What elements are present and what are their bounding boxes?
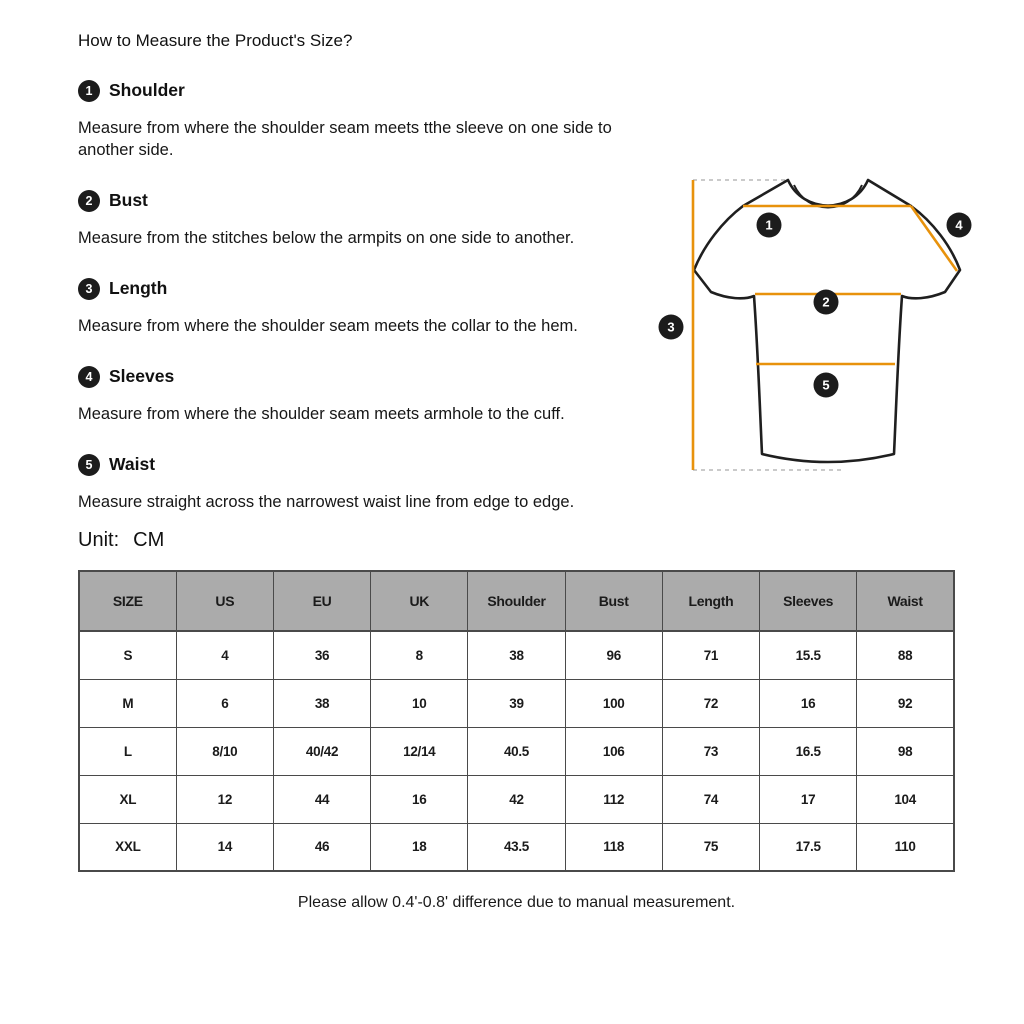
- table-cell: 104: [857, 775, 954, 823]
- table-cell: 17: [760, 775, 857, 823]
- table-cell: 44: [273, 775, 370, 823]
- marker-number: 1: [765, 217, 773, 233]
- table-cell: 16: [760, 679, 857, 727]
- diagram-marker-length: [659, 315, 684, 340]
- table-row-s: [79, 631, 954, 679]
- section-description: Measure straight across the narrowest waist line from edge to edge.: [78, 493, 575, 511]
- table-cell: 42: [468, 775, 565, 823]
- measurement-disclaimer: Please allow 0.4'-0.8' difference due to manual measurement.: [297, 894, 736, 911]
- unit-value: CM: [133, 529, 165, 551]
- diagram-marker-waist: [814, 373, 839, 398]
- table-cell: 10: [371, 679, 468, 727]
- table-cell: 92: [857, 679, 954, 727]
- table-cell: 112: [565, 775, 662, 823]
- table-cell: 72: [662, 679, 759, 727]
- marker-number: 4: [955, 217, 963, 233]
- diagram-marker-shoulder: [757, 213, 782, 238]
- table-cell: L: [79, 727, 176, 775]
- section-description: Measure from the stitches below the armpits on one side to another.: [78, 229, 575, 247]
- instruction-number-badge: 3: [78, 278, 100, 300]
- unit-label: [78, 528, 958, 552]
- table-cell: 36: [273, 631, 370, 679]
- table-cell: 16.5: [760, 727, 857, 775]
- section-label: Shoulder: [109, 80, 185, 100]
- section-description: Measure from where the shoulder seam meets tthe sleeve on one side to another side.: [78, 119, 612, 159]
- col-header-sleeves: Sleeves: [760, 571, 857, 631]
- table-cell: 12: [176, 775, 273, 823]
- unit-caption: Unit:: [78, 529, 120, 551]
- table-row-l: [79, 727, 954, 775]
- table-cell: 73: [662, 727, 759, 775]
- table-cell: XL: [79, 775, 176, 823]
- table-cell: 98: [857, 727, 954, 775]
- table-cell: 110: [857, 823, 954, 871]
- table-cell: 38: [468, 631, 565, 679]
- table-cell: 43.5: [468, 823, 565, 871]
- table-cell: 15.5: [760, 631, 857, 679]
- section-label: Length: [109, 278, 168, 298]
- col-header-us: US: [176, 571, 273, 631]
- tshirt-measurement-diagram: [648, 152, 992, 484]
- table-row-m: [79, 679, 954, 727]
- table-cell: 12/14: [371, 727, 468, 775]
- table-cell: 100: [565, 679, 662, 727]
- table-cell: 14: [176, 823, 273, 871]
- col-header-eu: EU: [273, 571, 370, 631]
- table-cell: 38: [273, 679, 370, 727]
- section-label: Bust: [109, 190, 148, 210]
- table-cell: 40.5: [468, 727, 565, 775]
- diagram-marker-sleeves: [947, 213, 972, 238]
- section-label: Waist: [109, 454, 156, 474]
- table-row-xl: [79, 775, 954, 823]
- instruction-number-badge: 1: [78, 80, 100, 102]
- table-cell: 88: [857, 631, 954, 679]
- section-description: Measure from where the shoulder seam meets armhole to the cuff.: [78, 405, 565, 423]
- table-cell: 17.5: [760, 823, 857, 871]
- table-cell: 74: [662, 775, 759, 823]
- table-cell: S: [79, 631, 176, 679]
- col-header-size: SIZE: [79, 571, 176, 631]
- size-table-body: [79, 631, 954, 871]
- instruction-section-shoulder: [78, 79, 958, 161]
- table-cell: 8: [371, 631, 468, 679]
- instruction-number-badge: 2: [78, 190, 100, 212]
- instruction-number-badge: 4: [78, 366, 100, 388]
- table-cell: 8/10: [176, 727, 273, 775]
- table-cell: M: [79, 679, 176, 727]
- section-heading: [78, 79, 958, 102]
- table-cell: 40/42: [273, 727, 370, 775]
- size-table-header: [79, 571, 954, 631]
- col-header-uk: UK: [371, 571, 468, 631]
- table-header-row: [79, 571, 954, 631]
- section-description: Measure from where the shoulder seam meets the collar to the hem.: [78, 317, 578, 335]
- diagram-marker-bust: [814, 290, 839, 315]
- table-cell: 16: [371, 775, 468, 823]
- table-cell: 71: [662, 631, 759, 679]
- instruction-number-badge: 5: [78, 454, 100, 476]
- table-cell: 96: [565, 631, 662, 679]
- table-cell: 118: [565, 823, 662, 871]
- table-cell: XXL: [79, 823, 176, 871]
- col-header-length: Length: [662, 571, 759, 631]
- table-cell: 106: [565, 727, 662, 775]
- table-cell: 18: [371, 823, 468, 871]
- section-label: Sleeves: [109, 366, 175, 386]
- page-title: How to Measure the Product's Size?: [78, 31, 353, 50]
- marker-number: 3: [667, 319, 675, 335]
- table-cell: 6: [176, 679, 273, 727]
- marker-number: 2: [822, 294, 830, 310]
- col-header-bust: Bust: [565, 571, 662, 631]
- table-cell: 4: [176, 631, 273, 679]
- tshirt-outline: [694, 180, 960, 462]
- table-cell: 46: [273, 823, 370, 871]
- table-cell: 75: [662, 823, 759, 871]
- size-chart-table: [78, 570, 955, 872]
- col-header-shoulder: Shoulder: [468, 571, 565, 631]
- col-header-waist: Waist: [857, 571, 954, 631]
- marker-number: 5: [822, 377, 830, 393]
- table-row-xxl: [79, 823, 954, 871]
- table-cell: 39: [468, 679, 565, 727]
